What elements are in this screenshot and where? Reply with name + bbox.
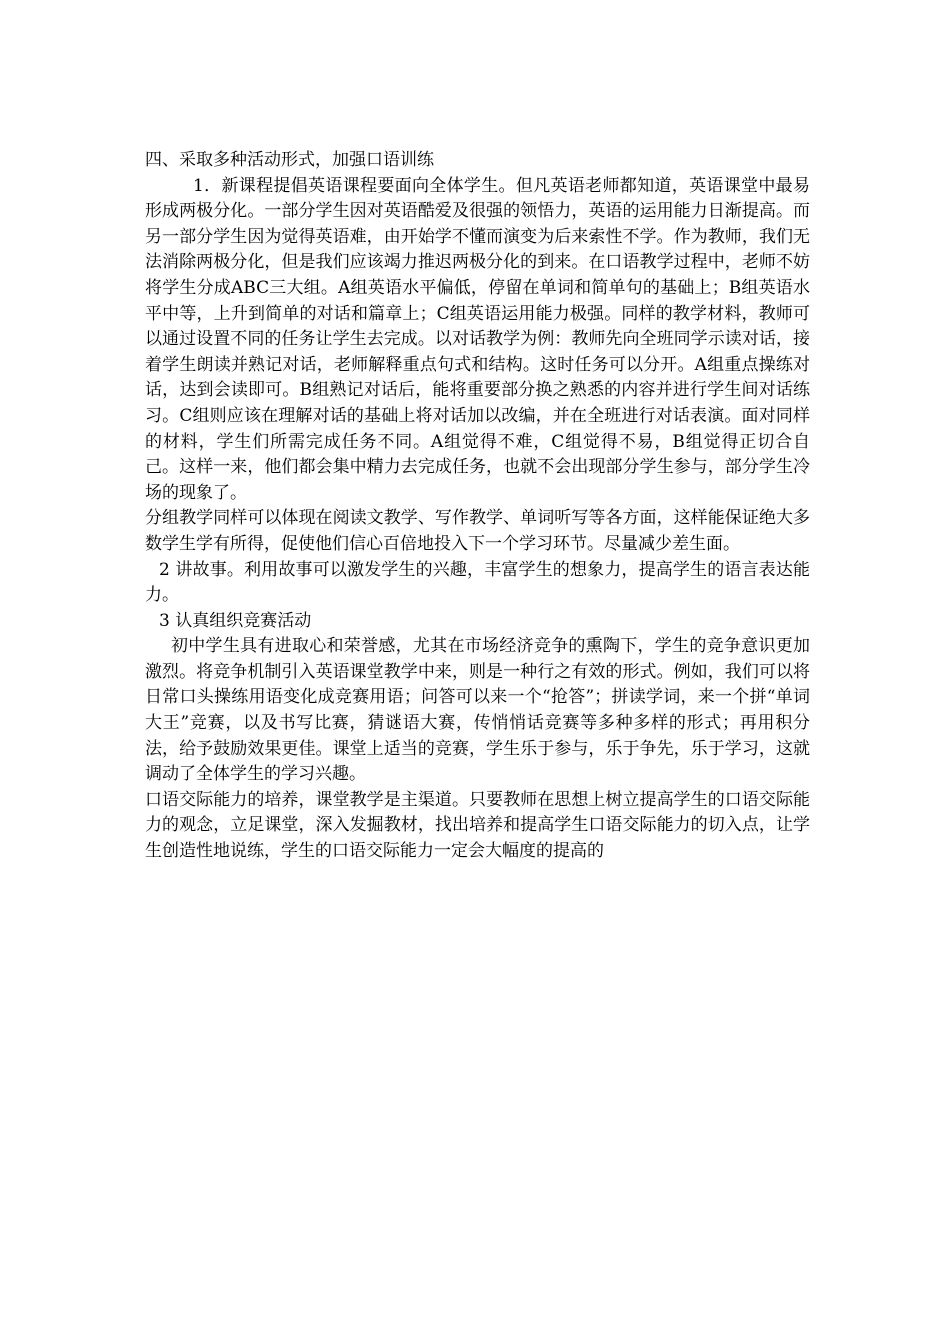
paragraph-competition: 初中学生具有进取心和荣誉感，尤其在市场经济竞争的熏陶下，学生的竞争意识更加激烈。将竞争机制引入英语课堂教学中来，则是一种行之有效的形式。例如，我们可以将日常口头操练用语变化成竞赛用语；问答可以来一个“抢答”；拼读学词，来一个拼“单词大王”竞赛，以及书写比赛，猜谜语大赛，传悄悄话竞赛等多种多样的形式；再用积分法，给予鼓励效果更佳。课堂上适当的竞赛，学生乐于参与，乐于争先，乐于学习，这就调动了全体学生的学习兴趣。	[145, 636, 810, 785]
paragraph-item-2: 2 讲故事。利用故事可以激发学生的兴趣，丰富学生的想象力，提高学生的语言表达能力。	[145, 559, 810, 606]
paragraph-conclusion: 口语交际能力的培养，课堂教学是主渠道。只要教师在思想上树立提高学生的口语交际能力的观念，立足课堂，深入发掘教材，找出培养和提高学生口语交际能力的切入点，让学生创造性地说练，学生的口语交际能力一定会大幅度的提高的	[145, 789, 810, 862]
paragraph-group-teaching: 分组教学同样可以体现在阅读文教学、写作教学、单词听写等各方面，这样能保证绝大多数学生学有所得，促使他们信心百倍地投入下一个学习环节。尽量减少差生面。	[145, 508, 810, 554]
document-body	[145, 148, 810, 865]
paragraph-item-3-heading: 3 认真组织竞赛活动	[159, 610, 312, 631]
section-heading: 四、采取多种活动形式，加强口语训练	[145, 150, 434, 170]
paragraph-item-1: 1．新课程提倡英语课程要面向全体学生。但凡英语老师都知道，英语课堂中最易形成两极分化。一部分学生因对英语酷爱及很强的领悟力，英语的运用能力日渐提高。而另一部分学生因为觉得英语难，由开始学不懂而演变为后来索性不学。作为教师，我们无法消除两极分化，但是我们应该竭力推迟两极分化的到来。在口语教学过程中，老师不妨将学生分成ABC三大组。A组英语水平偏低，停留在单词和简单句的基础上；B组英语水平中等，上升到简单的对话和篇章上；C组英语运用能力极强。同样的教学材料，教师可以通过设置不同的任务让学生去完成。以对话教学为例：教师先向全班同学示读对话，接着学生朗读并熟记对话，老师解释重点句式和结构。这时任务可以分开。A组重点操练对话，达到会读即可。B组熟记对话后，能将重要部分换之熟悉的内容并进行学生间对话练习。C组则应该在理解对话的基础上将对话加以改编，并在全班进行对话表演。面对同样的材料，学生们所需完成任务不同。A组觉得不难，C组觉得不易，B组觉得正切合自己。这样一来，他们都会集中精力去完成任务，也就不会出现部分学生参与，部分学生冷场的现象了。	[145, 175, 810, 503]
